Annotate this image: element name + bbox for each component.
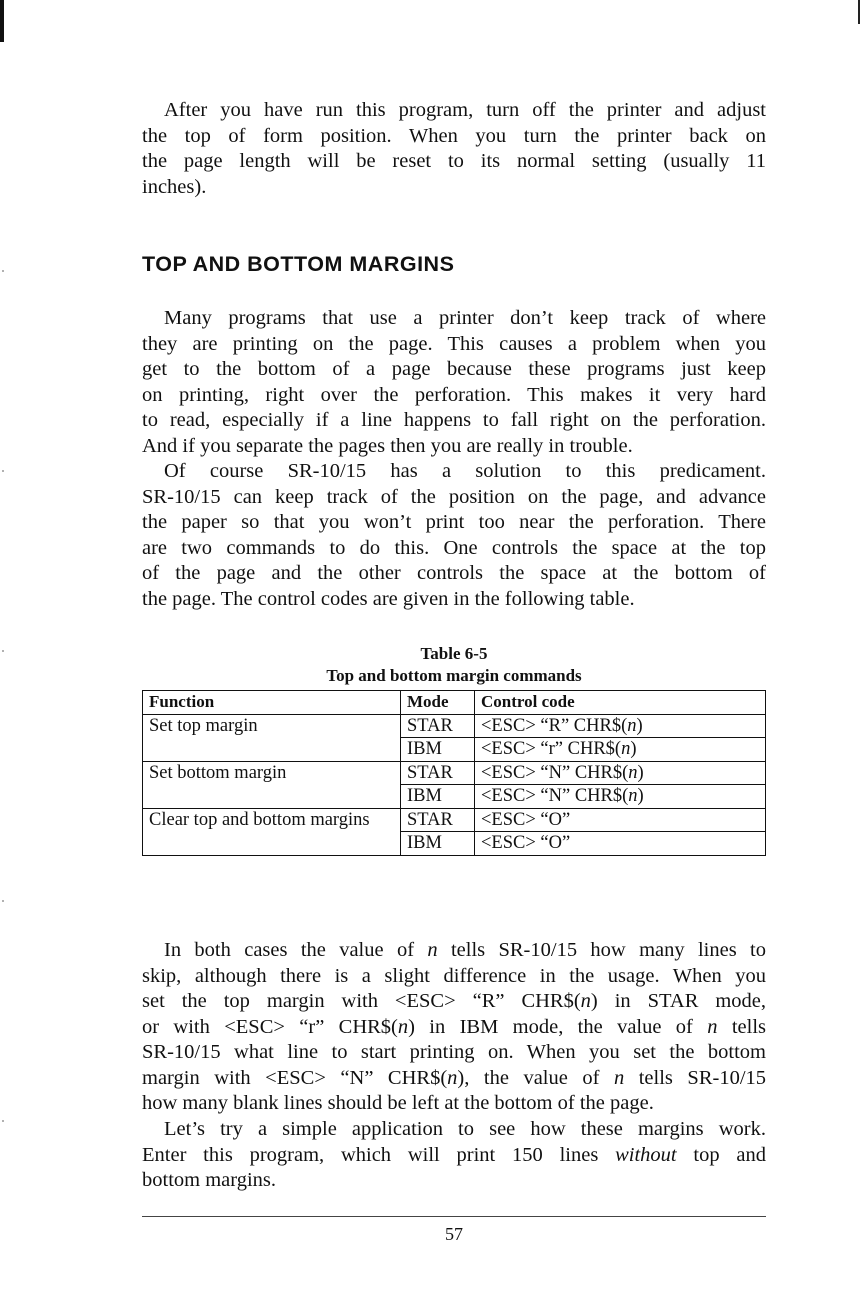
solution-paragraph <box>142 459 766 612</box>
table-title: Top and bottom margin commands <box>326 666 582 685</box>
text-line: After you have run this program, turn off the printer and adjust <box>164 99 766 121</box>
header-control-code: Control code <box>475 691 766 715</box>
cell-mode: IBM <box>401 832 475 856</box>
code-text: <ESC> “N” CHR$( <box>481 762 629 783</box>
code-text: <ESC> “N” CHR$( <box>481 786 629 807</box>
header-mode: Mode <box>401 691 475 715</box>
margins-intro-paragraph <box>142 306 766 459</box>
cell-mode: IBM <box>401 738 475 762</box>
code-variable: n <box>621 739 631 760</box>
usage-paragraph <box>142 938 766 1117</box>
table-row <box>143 761 766 785</box>
cell-function <box>143 832 401 856</box>
cell-control-code <box>475 714 766 738</box>
cell-control-code <box>475 785 766 809</box>
text-run: margin with <ESC> “N” CHR$( <box>142 1066 448 1089</box>
variable-n: n <box>580 990 591 1012</box>
text-line <box>142 989 766 1015</box>
text-line: skip, although there is a slight difference in the usage. When you <box>142 964 766 987</box>
code-text: ) <box>637 762 644 783</box>
variable-n: n <box>447 1066 458 1089</box>
table-number: Table 6-5 <box>420 644 488 663</box>
table-row <box>143 832 766 856</box>
text-run: Enter this program, which will print 150 lines <box>142 1143 616 1166</box>
text-line: the page length will be reset to its normal setting (usually 11 <box>142 150 766 172</box>
text-line: SR-10/15 what line to start printing on. When you set the bottom <box>142 1041 766 1063</box>
code-text: <ESC> “O” <box>481 833 571 854</box>
intro-paragraph <box>142 98 766 200</box>
scan-speckle <box>2 470 4 472</box>
variable-n: n <box>707 1015 718 1038</box>
text-line: the page. The control codes are given in the following table. <box>142 587 635 610</box>
text-line: of the page and the other controls the space at the bottom of <box>142 562 766 584</box>
code-text: ) <box>630 739 637 760</box>
text-line: get to the bottom of a page because these programs just keep <box>142 358 766 380</box>
text-run: ) in STAR mode, <box>590 990 766 1012</box>
table-row <box>143 738 766 762</box>
text-line: on printing, right over the perforation. This makes it very hard <box>142 383 766 406</box>
cell-function: Set top margin <box>143 714 401 738</box>
cell-function <box>143 785 401 809</box>
text-run: top and <box>676 1143 767 1166</box>
code-text: <ESC> “R” CHR$( <box>481 715 628 736</box>
scan-speckle <box>2 900 4 902</box>
code-variable: n <box>628 762 638 783</box>
text-line: inches). <box>142 175 207 198</box>
text-line: they are printing on the page. This causes a problem when you <box>142 332 766 355</box>
cell-mode: STAR <box>401 808 475 832</box>
text-line: the paper so that you won’t print too near the perforation. There <box>142 511 766 533</box>
text-line <box>142 1066 766 1092</box>
text-line: to read, especially if a line happens to fall right on the perforation. <box>142 409 766 431</box>
text-line: how many blank lines should be left at the bottom of the page. <box>142 1092 654 1114</box>
text-run: or with <ESC> “r” CHR$( <box>142 1015 398 1038</box>
text-line <box>142 938 766 964</box>
text-run: tells SR-10/15 <box>624 1066 767 1089</box>
text-line: the top of form position. When you turn the printer back on <box>142 124 766 147</box>
code-variable: n <box>628 786 638 807</box>
application-paragraph <box>142 1117 766 1194</box>
scan-speckle <box>2 1120 4 1122</box>
header-function: Function <box>143 691 401 715</box>
variable-n: n <box>613 1066 625 1089</box>
cell-mode: STAR <box>401 714 475 738</box>
text-run: ) in IBM mode, the value of <box>408 1015 708 1038</box>
scan-speckle <box>2 650 4 652</box>
cell-function <box>143 738 401 762</box>
text-line <box>142 1143 766 1169</box>
code-variable: n <box>627 715 637 736</box>
text-run: tells SR-10/15 how many lines to <box>437 939 766 961</box>
text-line: are two commands to do this. One controls the space at the top <box>142 536 766 559</box>
cell-function: Set bottom margin <box>143 761 401 785</box>
scan-edge-mark <box>858 0 860 24</box>
variable-n: n <box>397 1015 409 1038</box>
text-line: Many programs that use a printer don’t keep track of where <box>164 307 766 329</box>
cell-control-code <box>475 738 766 762</box>
page-number: 57 <box>445 1224 463 1244</box>
text-line: bottom margins. <box>142 1169 277 1191</box>
text-line <box>142 1015 766 1041</box>
code-text: ) <box>636 715 643 736</box>
code-text: <ESC> “O” <box>481 809 571 830</box>
margin-commands-table <box>142 690 766 856</box>
emphasis-without: without <box>615 1143 677 1166</box>
cell-function: Clear top and bottom margins <box>143 808 401 832</box>
code-text: ) <box>637 786 644 807</box>
code-text: <ESC> “r” CHR$( <box>481 739 622 760</box>
table-header-row <box>143 691 766 715</box>
text-line: Of course SR-10/15 has a solution to this predicament. <box>164 460 766 482</box>
table-row <box>143 808 766 832</box>
text-run: tells <box>717 1015 766 1038</box>
variable-n: n <box>427 939 438 961</box>
text-run: ), the value of <box>457 1066 614 1089</box>
text-run: In both cases the value of <box>164 939 428 961</box>
section-heading: TOP AND BOTTOM MARGINS <box>142 252 455 276</box>
cell-mode: IBM <box>401 785 475 809</box>
text-line: SR-10/15 can keep track of the position on the page, and advance <box>142 485 766 508</box>
cell-control-code <box>475 808 766 832</box>
cell-mode: STAR <box>401 761 475 785</box>
text-run: set the top margin with <ESC> “R” CHR$( <box>142 990 581 1012</box>
table-row <box>143 714 766 738</box>
cell-control-code <box>475 761 766 785</box>
text-line: Let’s try a simple application to see how these margins work. <box>164 1118 766 1140</box>
footer-rule <box>142 1216 766 1217</box>
cell-control-code <box>475 832 766 856</box>
table-row <box>143 785 766 809</box>
scan-edge-mark <box>0 0 4 42</box>
text-line: And if you separate the pages then you are really in trouble. <box>142 434 633 457</box>
scan-speckle <box>2 270 4 272</box>
